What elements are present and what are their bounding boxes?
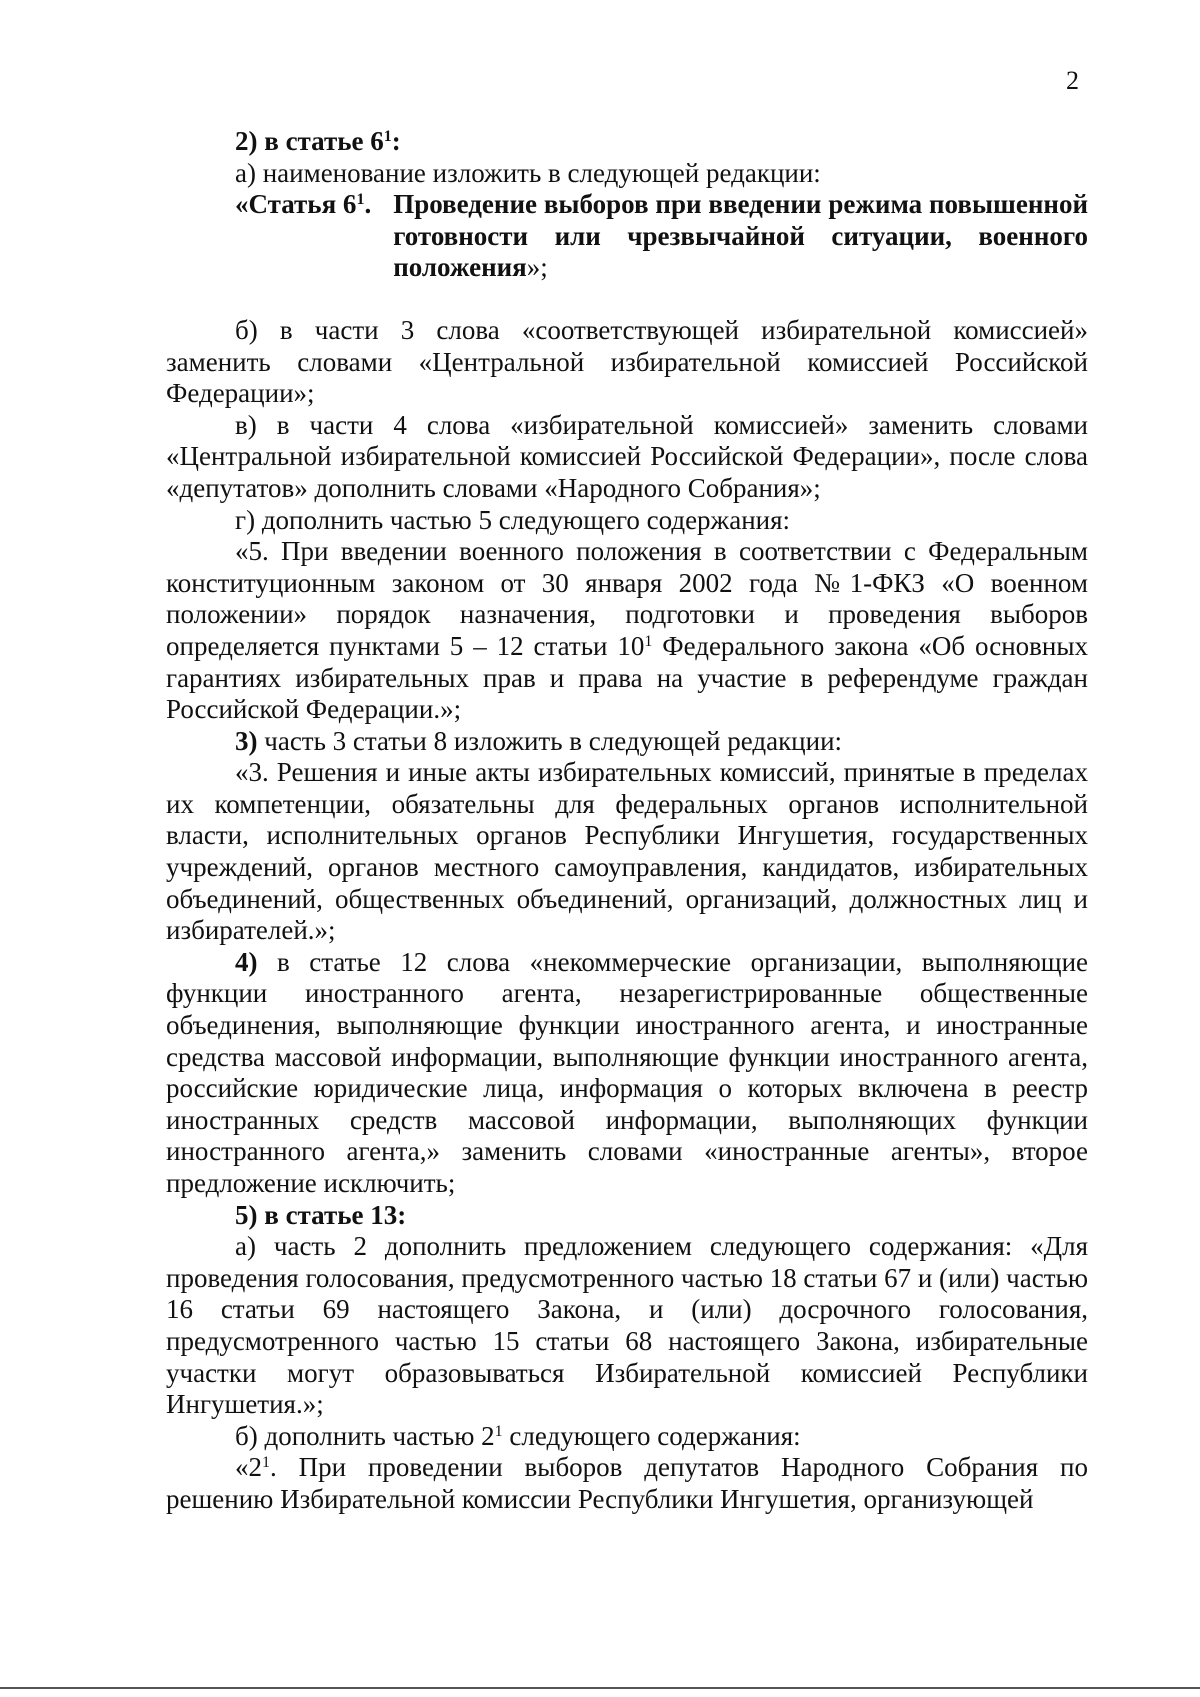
item-5-a: а) часть 2 дополнить предложением следующего содержания: «Для проведения голосования, предусмотренного частью 18 статьи 67 и (или) частью 16 статьи 69 настоящего Закона, и (или) досрочного голосования, предусмотренного частью 15 статьи 68 настоящего Закона, избирательные участки могут образовываться Избирательной комиссией Республики Ингушетия.»;: [166, 1231, 1088, 1420]
item-5-heading: 5) в статье 13:: [235, 1199, 407, 1230]
item-3-intro: 3) часть 3 статьи 8 изложить в следующей редакции:: [235, 725, 843, 756]
article-title-lead: «Статья $6^1$.: [235, 189, 372, 220]
item-2-b: б) в части 3 слова «соответствующей избирательной комиссией» заменить словами «Центральной избирательной комиссией Российской Федерации»;: [166, 314, 1088, 409]
item-2-v: в) в части 4 слова «избирательной комиссией» заменить словами «Центральной избирательной комиссией Российской Федерации», после слова «депутатов» дополнить словами «Народного Собрания»;: [166, 409, 1088, 503]
item-2-heading: 2) в статье $6^1$:: [235, 126, 401, 156]
page-number: 2: [1066, 66, 1079, 95]
paragraph-spacer: [166, 284, 1088, 315]
document-body: [166, 126, 1088, 1516]
item-2-a: а) наименование изложить в следующей редакции:: [235, 157, 821, 188]
article-title: [235, 189, 1088, 284]
scan-edge-line: [0, 1687, 1200, 1689]
item-2-g: г) дополнить частью 5 следующего содержания:: [235, 504, 791, 535]
item-3-quote: «3. Решения и иные акты избирательных комиссий, принятые в пределах их компетенции, обязательны для федеральных органов исполнительной власти, исполнительных органов Республики Ингушетия, государственных учреждений, органов местного самоуправления, кандидатов, избирательных объединений, общественных объединений, организаций, должностных лиц и избирателей.»;: [166, 757, 1088, 946]
article-title-text: Проведение выборов при введении режима повышенной готовности или чрезвычайной ситуации, военного положения»;: [393, 189, 1088, 283]
item-5-b-quote: «$2^1$. При проведении выборов депутатов Народного Собрания по решению Избирательной комиссии Республики Ингушетия, организующей: [166, 1452, 1088, 1514]
item-5-b: б) дополнить частью $2^1$ следующего содержания:: [235, 1420, 801, 1451]
item-2-g-quote: «5. При введении военного положения в соответствии с Федеральным конституционным законом от 30 января 2002 года №1-ФКЗ «О военном положении» порядок назначения, подготовки и проведения выборов определяется пунктами 5 – 12 статьи $10^1$ Федерального закона «Об основных гарантиях избирательных прав и права на участие в референдуме граждан Российской Федерации.»;: [166, 536, 1088, 725]
item-4: 4) в статье 12 слова «некоммерческие организации, выполняющие функции иностранного агента, незарегистрированные общественные объединения, выполняющие функции иностранного агента, и иностранные средства массовой информации, выполняющие функции иностранного агента, российские юридические лица, информация о которых включена в реестр иностранных средств массовой информации, выполняющих функции иностранного агента,» заменить словами «иностранные агенты», второе предложение исключить;: [166, 946, 1088, 1198]
